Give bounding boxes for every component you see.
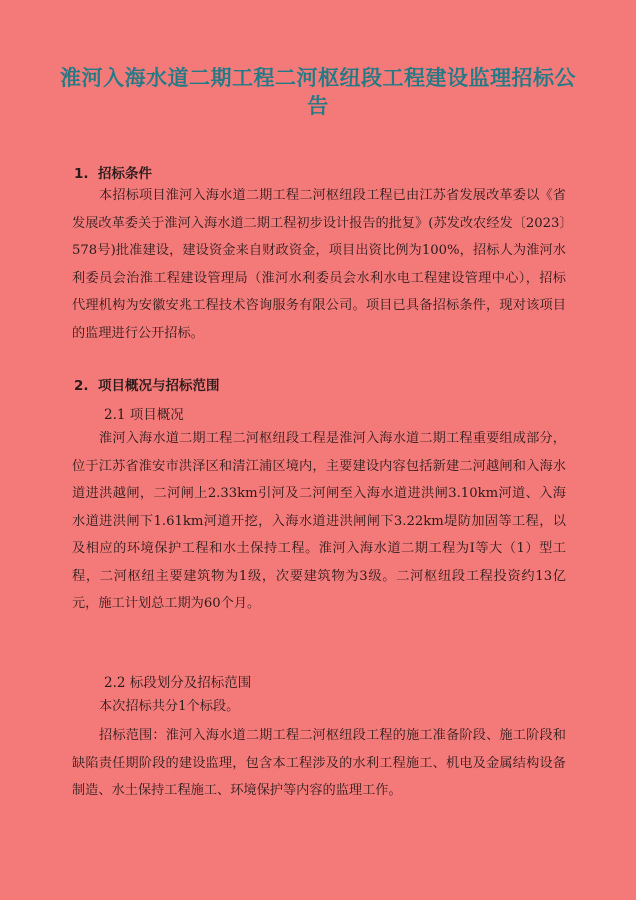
section-1-number: 1. (74, 166, 89, 182)
subsection-2-2-paragraph-1: 本次招标共分1个标段。 (99, 699, 240, 714)
subsection-2-2-paragraph-2: 招标范围：淮河入海水道二期工程二河枢纽段工程的施工准备阶段、施工阶段和缺陷责任期阶段的建设监理，包含本工程涉及的水利工程施工、机电及金属结构设备制造、水土保持工程施工、环境保护等内容的监理工作。 (72, 728, 566, 798)
section-1-title: 招标条件 (98, 166, 152, 182)
section-1-paragraph: 本招标项目淮河入海水道二期工程二河枢纽段工程已由江苏省发展改革委以《省发展改革委关于淮河入海水道二期工程初步设计报告的批复》(苏发改农经发〔2023〕578号)批准建设，建设资金来自财政资金，项目出资比例为100%，招标人为淮河水利委员会治淮工程建设管理局（淮河水利委员会水利水电工程建设管理中心），招标代理机构为安徽安兆工程技术咨询服务有限公司。项目已具备招标条件，现对该项目的监理进行公开招标。 (72, 188, 566, 341)
section-1-heading (74, 162, 152, 182)
section-2-title: 项目概况与招标范围 (98, 378, 220, 394)
document-title: 淮河入海水道二期工程二河枢纽段工程建设监理招标公告 (60, 66, 576, 118)
subsection-2-1-heading: 2.1 项目概况 (104, 407, 184, 423)
subsection-2-2-heading: 2.2 标段划分及招标范围 (104, 675, 252, 691)
section-2-heading (74, 374, 220, 394)
subsection-2-1-paragraph: 淮河入海水道二期工程二河枢纽段工程是淮河入海水道二期工程重要组成部分，位于江苏省淮安市洪泽区和清江浦区境内，主要建设内容包括新建二河越闸和入海水道进洪越闸，二河闸上2.33km引河及二河闸至入海水道进洪闸3.10km河道、入海水道进洪闸下1.61km河道开挖，入海水道进洪闸闸下3.22km堤防加固等工程，以及相应的环境保护工程和水土保持工程。淮河入海水道二期工程为Ⅰ等大（1）型工程，二河枢纽主要建筑物为1级，次要建筑物为3级。二河枢纽段工程投资约13亿元，施工计划总工期为60个月。 (72, 431, 566, 611)
section-2-number: 2. (74, 378, 89, 394)
